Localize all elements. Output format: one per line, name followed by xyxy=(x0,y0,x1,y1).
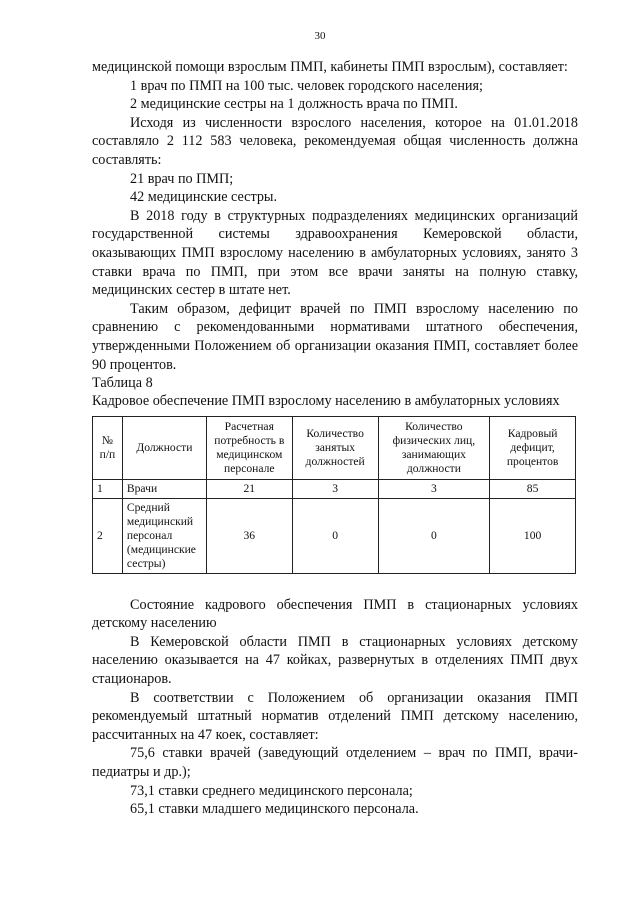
paragraph: 42 медицинские сестры. xyxy=(130,189,278,206)
table-cell: 85 xyxy=(490,479,576,498)
table-cell: 21 xyxy=(206,479,292,498)
column-header: Кадровый дефицит, процентов xyxy=(490,416,576,479)
table-cell: Врачи xyxy=(122,479,206,498)
paragraph: 75,6 ставки врачей (заведующий отделением – врач по ПМП, врачи-педиатры и др.); xyxy=(92,745,578,781)
paragraph: медицинской помощи взрослым ПМП, кабинеты ПМП взрослым), составляет: xyxy=(92,59,568,75)
paragraph: Таким образом, дефицит врачей по ПМП взрослому населению по сравнению с рекомендованными нормативами штатного обеспечения, утвержденными Положением об организации оказания ПМП, составляет более 90 процентов. xyxy=(92,300,578,373)
table-cell: 1 xyxy=(93,479,123,498)
table-cell: 100 xyxy=(490,498,576,573)
paragraph: Исходя из численности взрослого населения, которое на 01.01.2018 составляло 2 112 583 человека, рекомендуемая общая численность должна составлять: xyxy=(92,114,578,168)
column-header: Количество занятых должностей xyxy=(292,416,378,479)
column-header: Расчетная потребность в медицинском персонале xyxy=(206,416,292,479)
paragraph: 65,1 ставки младшего медицинского персонала. xyxy=(130,801,419,818)
staffing-table xyxy=(92,416,576,574)
document-body xyxy=(92,58,578,819)
paragraph: 2 медицинские сестры на 1 должность врача по ПМП. xyxy=(130,96,458,113)
table-cell: 3 xyxy=(378,479,490,498)
paragraph: В 2018 году в структурных подразделениях медицинских организаций государственной системы здравоохранения Кемеровской области, оказывающих ПМП взрослому населению в амбулаторных условиях, занято 3 ставки врача по ПМП, при этом все врачи заняты на полную ставку, медицинских сестер в штате нет. xyxy=(92,207,578,299)
table-caption: Таблица 8 xyxy=(92,375,153,392)
paragraph: 21 врач по ПМП; xyxy=(130,170,234,187)
paragraph: В Кемеровской области ПМП в стационарных условиях детскому населению оказывается на 47 койках, развернутых в отделениях ПМП двух стационаров. xyxy=(92,633,578,688)
table-cell: 36 xyxy=(206,498,292,573)
table-header-row xyxy=(93,416,576,479)
paragraph: 1 врач по ПМП на 100 тыс. человек городского населения; xyxy=(130,77,483,94)
column-header: Должности xyxy=(122,416,206,479)
table-row xyxy=(93,479,576,498)
page-number: 30 xyxy=(314,30,326,42)
table-cell: 0 xyxy=(378,498,490,573)
table-row xyxy=(93,498,576,573)
column-header: Количество физических лиц, занимающих должности xyxy=(378,416,490,479)
table-cell: 2 xyxy=(93,498,123,573)
paragraph: 73,1 ставки среднего медицинского персонала; xyxy=(130,782,413,799)
column-header: № п/п xyxy=(93,416,123,479)
table-cell: Средний медицинский персонал (медицинские сестры) xyxy=(122,498,206,573)
table-cell: 0 xyxy=(292,498,378,573)
paragraph: В соответствии с Положением об организации оказания ПМП рекомендуемый штатный норматив отделений ПМП детскому населению, рассчитанных на 47 коек, составляет: xyxy=(92,689,578,743)
table-cell: 3 xyxy=(292,479,378,498)
paragraph: Состояние кадрового обеспечения ПМП в стационарных условиях детскому населению xyxy=(92,596,578,632)
bottom-section xyxy=(92,596,578,819)
table-title: Кадровое обеспечение ПМП взрослому населению в амбулаторных условиях xyxy=(92,392,560,409)
